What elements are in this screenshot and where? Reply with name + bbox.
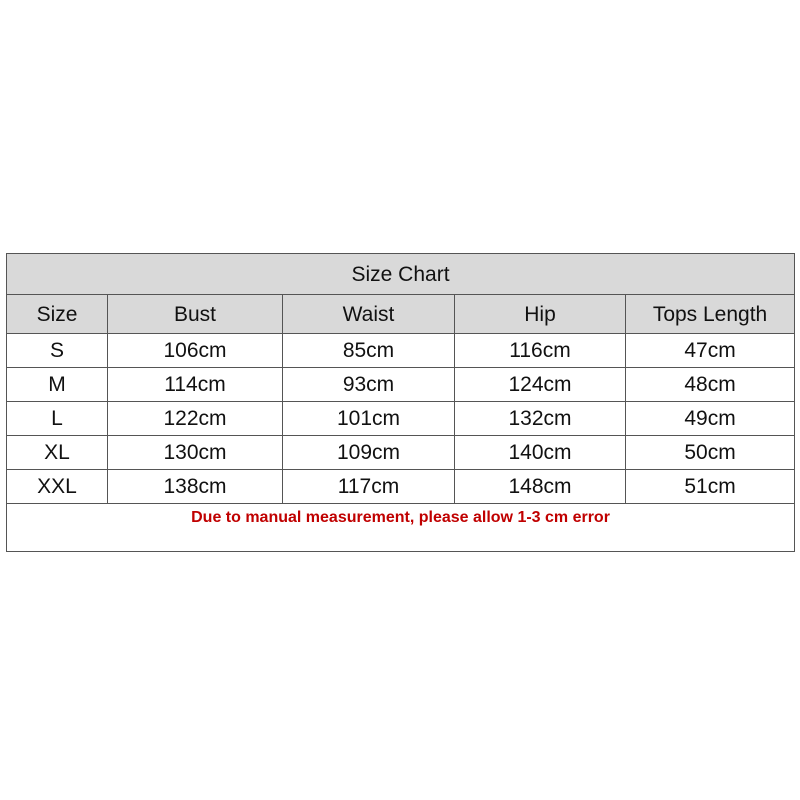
cell-hip: 132cm (455, 402, 626, 436)
cell-size: L (7, 402, 108, 436)
cell-bust: 106cm (108, 334, 283, 368)
table-row (7, 334, 795, 368)
measurement-note: Due to manual measurement, please allow 1-3 cm error (7, 504, 795, 552)
cell-size: M (7, 368, 108, 402)
cell-tops-length: 47cm (626, 334, 795, 368)
header-row (7, 295, 795, 334)
table-row (7, 402, 795, 436)
cell-waist: 93cm (283, 368, 455, 402)
cell-tops-length: 51cm (626, 470, 795, 504)
cell-bust: 114cm (108, 368, 283, 402)
cell-bust: 130cm (108, 436, 283, 470)
table-row (7, 470, 795, 504)
cell-tops-length: 49cm (626, 402, 795, 436)
cell-size: S (7, 334, 108, 368)
cell-bust: 122cm (108, 402, 283, 436)
cell-waist: 109cm (283, 436, 455, 470)
column-header-size: Size (7, 295, 108, 334)
cell-waist: 101cm (283, 402, 455, 436)
cell-hip: 140cm (455, 436, 626, 470)
cell-tops-length: 48cm (626, 368, 795, 402)
table-title: Size Chart (7, 254, 795, 295)
size-chart-table (6, 253, 795, 552)
table-row (7, 368, 795, 402)
cell-hip: 116cm (455, 334, 626, 368)
cell-hip: 148cm (455, 470, 626, 504)
cell-bust: 138cm (108, 470, 283, 504)
table-row (7, 436, 795, 470)
column-header-bust: Bust (108, 295, 283, 334)
column-header-tops-length: Tops Length (626, 295, 795, 334)
size-chart-container (6, 253, 794, 552)
cell-size: XL (7, 436, 108, 470)
cell-tops-length: 50cm (626, 436, 795, 470)
column-header-hip: Hip (455, 295, 626, 334)
cell-hip: 124cm (455, 368, 626, 402)
column-header-waist: Waist (283, 295, 455, 334)
cell-waist: 117cm (283, 470, 455, 504)
cell-waist: 85cm (283, 334, 455, 368)
title-row (7, 254, 795, 295)
note-row (7, 504, 795, 552)
cell-size: XXL (7, 470, 108, 504)
